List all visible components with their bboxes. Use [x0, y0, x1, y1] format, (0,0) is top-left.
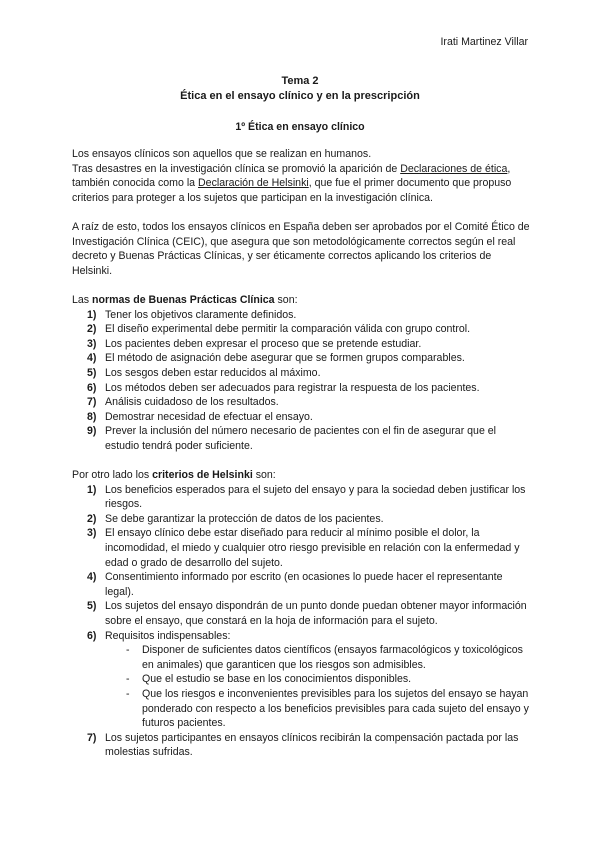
sub-list-item-text: Que el estudio se base en los conocimientos disponibles. — [142, 673, 412, 686]
list-number: 2) — [87, 512, 97, 525]
list-number: 7) — [87, 396, 97, 409]
list-number: 2) — [87, 323, 97, 336]
list-number: 5) — [87, 600, 97, 613]
list-number: 1) — [87, 483, 97, 496]
list-number: 8) — [87, 410, 97, 423]
document-title — [0, 74, 600, 103]
list-item-text: Los pacientes deben expresar el proceso que se pretende estudiar. — [105, 337, 422, 350]
list-item — [72, 366, 532, 381]
intro-paragraph-3: A raíz de esto, todos los ensayos clínicos en España deben ser aprobados por el Comité Ético de Investigación Clínica (CEIC), que asegura que son metodológicamente correctos según el real decreto y Buenas Prácticas Clínicas, y ser éticamente correctos aplicando los criterios de Helsinki. — [72, 220, 530, 277]
list-item — [72, 570, 532, 599]
helsinki-intro — [72, 468, 532, 483]
sub-list-item — [72, 687, 532, 731]
list-item-text: Se debe garantizar la protección de datos de los pacientes. — [105, 512, 384, 525]
helsinki-list-end — [72, 731, 532, 760]
section-title: 1º Ética en ensayo clínico — [235, 121, 365, 133]
list-number: 4) — [87, 352, 97, 365]
list-item — [72, 381, 532, 396]
list-item-text: Demostrar necesidad de efectuar el ensayo. — [105, 410, 313, 423]
intro-text: , que fue el primer documento que propuso criterios para proteger a los sujetos que participan en la investigación clínica. — [72, 177, 512, 204]
list-item-text: Los beneficios esperados para el sujeto del ensayo y para la sociedad deben justificar los riesgos. — [105, 483, 526, 511]
list-item-text: El ensayo clínico debe estar diseñado para reducir al mínimo posible el dolor, la incomodidad, el miedo y cualquier otro riesgo previsible en relación con la enfermedad y edad o grado de desarrollo del sujeto. — [105, 527, 520, 569]
list-item — [72, 395, 532, 410]
sub-list-item-text: Disponer de suficientes datos científicos (ensayos farmacológicos y toxicológicos en animales) que garanticen que los riesgos son admisibles. — [142, 644, 523, 671]
dash-bullet: - — [126, 673, 130, 686]
list-number: 1) — [87, 308, 97, 321]
helsinki-list — [72, 483, 532, 644]
list-item — [72, 731, 532, 760]
list-number: 9) — [87, 425, 97, 438]
list-item — [72, 599, 532, 628]
sub-list-item — [72, 672, 532, 687]
list-item — [72, 351, 532, 366]
list-item-text: Consentimiento informado por escrito (en ocasiones lo puede hacer el representante legal). — [105, 571, 503, 598]
list-number: 6) — [87, 381, 97, 394]
list-item-text: Análisis cuidadoso de los resultados. — [105, 396, 279, 409]
gcp-intro — [72, 293, 532, 308]
gcp-list — [72, 308, 532, 454]
dash-bullet: - — [126, 687, 130, 700]
intro-paragraph-2 — [72, 162, 532, 206]
list-item-text: Los sujetos participantes en ensayos clínicos recibirán la compensación pactada por las molestias sufridas. — [105, 731, 519, 759]
list-item-text: El método de asignación debe asegurar que se formen grupos comparables. — [105, 352, 465, 365]
list-item-text: El diseño experimental debe permitir la comparación válida con grupo control. — [105, 323, 471, 336]
list-number: 7) — [87, 731, 97, 744]
document-body — [72, 147, 532, 760]
list-item — [72, 424, 532, 453]
sub-list-item-text: Que los riesgos e inconvenientes previsibles para los sujetos del ensayo se hayan ponderado con respecto a los beneficios previsibles para cada sujeto del ensayo y futuros pacientes. — [142, 687, 529, 730]
list-item-text: Los sesgos deben estar reducidos al máximo. — [105, 366, 321, 379]
list-item — [72, 526, 532, 570]
intro-text: , también conocida como la — [72, 162, 511, 190]
list-item — [72, 410, 532, 425]
list-item — [72, 322, 532, 337]
list-item — [72, 483, 532, 512]
list-number: 4) — [87, 571, 97, 584]
list-number: 6) — [87, 629, 97, 642]
helsinki-intro-bold: criterios de Helsinki — [152, 469, 253, 482]
list-item-text: Los sujetos del ensayo dispondrán de un punto donde puedan obtener mayor información sobre el ensayo, que constará en la hoja de información para el sujeto. — [105, 600, 527, 627]
intro-text: Tras desastres en la investigación clínica se promovió la aparición de — [72, 162, 401, 175]
helsinki-intro-text: son: — [252, 469, 276, 482]
gcp-intro-text: son: — [274, 293, 298, 306]
list-item-text: Prever la inclusión del número necesario de pacientes con el fin de asegurar que el estudio tendrá poder suficiente. — [105, 425, 497, 452]
list-item-text: Tener los objetivos claramente definidos. — [105, 308, 297, 321]
list-number: 3) — [87, 337, 97, 350]
title-line-1: Tema 2 — [281, 75, 319, 87]
list-item-text: Los métodos deben ser adecuados para registrar la respuesta de los pacientes. — [105, 381, 480, 394]
list-item — [72, 512, 532, 527]
sub-list-item — [72, 643, 532, 672]
title-line-2: Ética en el ensayo clínico y en la prescripción — [180, 89, 420, 102]
helsinki-intro-text: Por otro lado los — [72, 469, 153, 482]
intro-paragraph-1: Los ensayos clínicos son aquellos que se realizan en humanos. — [72, 148, 372, 160]
list-item — [72, 337, 532, 352]
author-name: Irati Martinez Villar — [440, 36, 528, 48]
list-item — [72, 308, 532, 323]
gcp-intro-bold: normas de Buenas Prácticas Clínica — [92, 293, 275, 306]
helsinki-sub-list — [72, 643, 532, 731]
list-number: 5) — [87, 366, 97, 379]
list-item-text: Requisitos indispensables: — [105, 629, 231, 642]
list-number: 3) — [87, 527, 97, 540]
declaracion-helsinki-link: Declaración de Helsinki — [198, 177, 309, 190]
dash-bullet: - — [126, 644, 130, 657]
list-item — [72, 629, 532, 644]
declaraciones-etica-link: Declaraciones de ética — [400, 162, 508, 175]
gcp-intro-text: Las — [72, 293, 93, 306]
